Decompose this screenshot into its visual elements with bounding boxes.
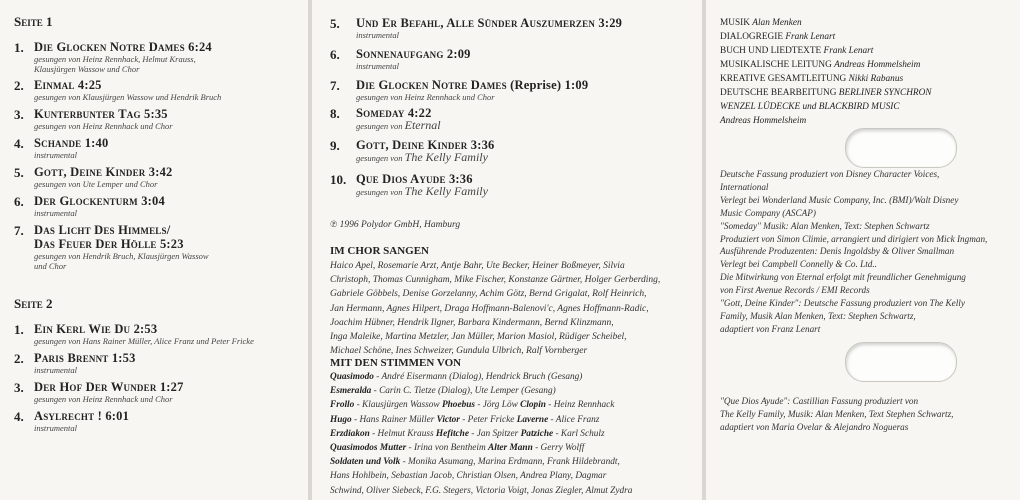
track-item: [14, 322, 254, 346]
voice-line: [330, 384, 632, 398]
note-line: Verlegt bei Campbell Connelly & Co. Ltd..: [720, 259, 877, 270]
track-credit: gesungen von Hendrik Bruch, Klausjürgen Wassow: [34, 251, 209, 261]
track-credit: instrumental: [356, 30, 399, 40]
copyright-notice: ℗ 1996 Polydor GmbH, Hamburg: [330, 220, 461, 230]
track-duration: 2:53: [133, 322, 158, 336]
track-credit: gesungen von Heinz Rennhack und Chor: [34, 394, 173, 404]
track-name: Das Licht Des Himmels/: [34, 223, 171, 237]
track-duration: 1:27: [159, 380, 184, 394]
track-item: [14, 223, 209, 271]
track-title: [34, 223, 209, 237]
track-credit: [356, 152, 495, 163]
track-item: [14, 78, 221, 102]
choir-line: Christoph, Thomas Cunnigham, Mike Fischer, Konstanze Gärtner, Holger Gerberding,: [330, 275, 661, 286]
credit-line: [720, 44, 932, 58]
track-item: [330, 106, 441, 131]
credit-prefix: gesungen von: [356, 153, 405, 163]
character-name: Hefitche: [435, 428, 469, 439]
credit-line: [720, 100, 932, 114]
track-item: [330, 138, 495, 163]
side2-heading: Seite 2: [14, 296, 53, 311]
character-name: Clopin: [520, 400, 546, 411]
track-item: [14, 165, 173, 189]
track-credit: [356, 120, 441, 131]
track-title: [34, 351, 136, 365]
voice-actor: - Carin C. Tietze (Dialog), Ute Lemper (Gesang): [371, 386, 556, 397]
note-line: Produziert von Simon Climie, arrangiert und dirigiert von Mick Ingman,: [720, 233, 988, 244]
track-duration: 3:04: [141, 194, 165, 208]
voices-heading: MIT DEN STIMMEN VON: [330, 357, 462, 369]
character-name: Laverne: [516, 414, 549, 425]
note-line: adaptiert von Maria Ovelar & Alejandro Nogueras: [720, 421, 909, 432]
track-title: [356, 78, 588, 92]
track-duration: 4:22: [407, 106, 432, 120]
credit-line: [720, 30, 932, 44]
track-title: [34, 136, 108, 150]
voice-actor: - Hans Rainer Müller: [351, 414, 437, 425]
credit-role: MUSIKALISCHE LEITUNG: [720, 60, 832, 70]
track-number: 5.: [330, 16, 340, 31]
character-name: Erzdiakon: [330, 428, 370, 439]
credit-name: WENZEL LÜDECKE und BLACKBIRD MUSIC: [720, 102, 900, 112]
track-item: [14, 136, 108, 160]
credit-name: Frank Lenart: [823, 46, 874, 56]
track-credit: instrumental: [34, 423, 77, 433]
choir-line: Inga Maleike, Martina Metzler, Jan Müller, Marion Masiol, Rüdiger Scheibel,: [330, 332, 627, 343]
cassette-spindle-hole: [845, 342, 957, 382]
track-number: 4.: [14, 409, 24, 424]
voice-actor: Hans Hohlbein, Sebastian Jacob, Christian Olsen, Andrea Plany, Dagmar: [330, 471, 607, 482]
credit-prefix: gesungen von: [356, 121, 405, 131]
track-item: [14, 107, 173, 131]
track-duration: 1:53: [111, 351, 136, 365]
voice-actor: - Alice Franz: [548, 414, 600, 425]
track-credit: gesungen von Heinz Rennhack und Chor: [356, 92, 495, 102]
track-credit: instrumental: [356, 61, 399, 71]
track-duration: 1:09: [564, 78, 589, 92]
track-credit: gesungen von Hans Rainer Müller, Alice Franz und Peter Fricke: [34, 336, 254, 346]
performer: The Kelly Family: [404, 184, 488, 198]
track-credit: instrumental: [34, 150, 77, 160]
track-item: [14, 351, 136, 375]
voice-actor: - Jan Spitzer: [468, 428, 521, 439]
track-name: Einmal: [34, 78, 75, 92]
track-note: (Reprise): [510, 78, 562, 92]
track-item: [14, 409, 129, 433]
voice-actor: - Klausjürgen Wassow: [354, 400, 442, 411]
character-name: Alter Mann: [488, 443, 533, 454]
character-name: Hugo: [330, 414, 352, 425]
credit-line: [720, 72, 932, 86]
voice-line: [330, 398, 632, 412]
credit-role: DEUTSCHE BEARBEITUNG: [720, 88, 837, 98]
choir-line: Michael Schöne, Ines Schweizer, Gundula Ulbrich, Ralf Vornberger: [330, 346, 588, 357]
track-title: [34, 194, 165, 208]
track-item: [330, 16, 622, 40]
credit-name: Nikki Rabanus: [848, 74, 904, 84]
note-line: Music Company (ASCAP): [720, 207, 816, 218]
track-duration: 3:36: [448, 172, 473, 186]
track-item: [330, 47, 471, 71]
track-credit: und Chor: [34, 261, 67, 271]
credit-name: BERLINER SYNCHRON: [838, 88, 932, 98]
voice-line: [330, 427, 632, 441]
voice-actor: - Karl Schulz: [553, 428, 605, 439]
note-line: adaptiert von Franz Lenart: [720, 323, 821, 334]
character-name: Phoebus: [441, 400, 476, 411]
voice-actor: - Heinz Rennhack: [545, 400, 615, 411]
credit-line: [720, 86, 932, 100]
track-name: Und Er Befahl, Alle Sünder Auszumerzen: [356, 16, 596, 30]
note-line: "Que Dios Ayude": Castillian Fassung produziert von: [720, 396, 919, 406]
track-title: [34, 409, 129, 423]
credit-line: [720, 16, 932, 30]
track-number: 2.: [14, 78, 24, 93]
track-name: Der Glockenturm: [34, 194, 138, 208]
track-number: 5.: [14, 165, 24, 180]
track-credit: gesungen von Heinz Rennhack und Chor: [34, 121, 173, 131]
voice-line: [330, 441, 632, 455]
note-line: Die Mitwirkung von Eternal erfolgt mit freundlicher Genehmigung: [720, 272, 966, 283]
track-credit: gesungen von Heinz Rennhack, Helmut Krauss,: [34, 54, 196, 64]
track-title: [356, 47, 471, 61]
track-name: Schande: [34, 136, 82, 150]
credit-name: Andreas Hommelsheim: [834, 60, 921, 70]
track-title: [34, 40, 212, 54]
track-item: [14, 40, 212, 74]
character-name: Esmeralda: [330, 386, 372, 397]
voice-line: [330, 370, 632, 384]
voices-list: [330, 370, 632, 498]
track-title: [34, 237, 209, 251]
track-name: Die Glocken Notre Dames: [356, 78, 507, 92]
track-duration: 6:24: [188, 40, 212, 54]
choir-line: Haico Apel, Rosemarie Arzt, Antje Bahr, Ute Becker, Heiner Boßmeyer, Silvia: [330, 261, 625, 271]
track-credit: [356, 186, 488, 197]
credit-line: [720, 114, 932, 128]
track-name: Der Hof Der Wunder: [34, 380, 157, 394]
voice-line: [330, 484, 632, 498]
voice-actor: - Jörg Löw: [475, 400, 521, 411]
track-title: [356, 16, 622, 30]
track-name: Gott, Deine Kinder: [356, 138, 468, 152]
voice-actor: - Helmut Krauss: [369, 428, 436, 439]
character-name: Victor: [436, 414, 460, 425]
cassette-spindle-hole: [845, 128, 957, 168]
credit-name: Frank Lenart: [785, 32, 836, 42]
voice-actor: - André Eisermann (Dialog), Hendrick Bruch (Gesang): [373, 372, 583, 382]
character-name: Soldaten und Volk: [330, 457, 401, 468]
track-name: Que Dios Ayude: [356, 172, 446, 186]
credit-role: DIALOGREGIE: [720, 32, 783, 42]
character-name: Quasimodos Mutter: [330, 443, 407, 454]
track-title: [34, 165, 173, 179]
track-duration: 6:01: [105, 409, 130, 423]
track-number: 2.: [14, 351, 24, 366]
note-line: von First Avenue Records / EMI Records: [720, 285, 870, 296]
choir-line: Gabriele Göbbels, Denise Gorzelanny, Achim Götz, Bernd Grigalat, Rolf Heinrich,: [330, 289, 647, 300]
track-duration: 3:42: [148, 165, 173, 179]
side1-heading: Seite 1: [14, 14, 53, 29]
credit-name: Andreas Hommelsheim: [720, 116, 807, 126]
track-credit: gesungen von Ute Lemper und Chor: [34, 179, 158, 189]
production-notes-2: [720, 395, 953, 434]
track-title: [34, 380, 184, 394]
voice-line: [330, 469, 632, 483]
track-name: Someday: [356, 106, 405, 120]
track-number: 7.: [330, 78, 340, 93]
choir-list: [330, 259, 660, 358]
credit-role: BUCH UND LIEDTEXTE: [720, 46, 822, 56]
voice-actor: - Gerry Wolff: [532, 443, 585, 454]
track-duration: 2:09: [446, 47, 471, 61]
track-name: Sonnenaufgang: [356, 47, 444, 61]
choir-line: Joachim Hübner, Hendrik Ilgner, Barbara Kindermann, Bernd Klinzmann,: [330, 317, 614, 328]
track-duration: 4:25: [77, 78, 102, 92]
voice-actor: - Irina von Bentheim: [406, 443, 489, 454]
track-title: [34, 78, 221, 92]
note-line: Deutsche Fassung produziert von Disney Character Voices,: [720, 169, 940, 179]
credit-prefix: gesungen von: [356, 187, 405, 197]
track-number: 1.: [14, 40, 24, 55]
voice-line: [330, 455, 632, 469]
track-number: 6.: [330, 47, 340, 62]
voice-actor: Schwind, Oliver Siebeck, F.G. Stegers, Victoria Voigt, Jonas Ziegler, Almut Zydra: [330, 485, 633, 496]
note-line: "Someday" Musik: Alan Menken, Text: Stephen Schwartz: [720, 220, 930, 231]
voice-actor: - Peter Fricke: [459, 414, 517, 425]
choir-heading: IM CHOR SANGEN: [330, 245, 430, 257]
track-duration: 1:40: [84, 136, 109, 150]
track-title: [34, 107, 173, 121]
track-credit: instrumental: [34, 208, 77, 218]
track-duration: 3:36: [470, 138, 495, 152]
track-name: Gott, Deine Kinder: [34, 165, 146, 179]
performer: The Kelly Family: [404, 150, 488, 164]
track-item: [14, 380, 184, 404]
track-name: Die Glocken Notre Dames: [34, 40, 185, 54]
track-credit: Klausjürgen Wassow und Chor: [34, 64, 140, 74]
track-name: Ein Kerl Wie Du: [34, 322, 131, 336]
character-name: Quasimodo: [330, 372, 374, 382]
track-number: 10.: [330, 172, 347, 187]
credit-name: Alan Menken: [752, 18, 802, 28]
track-number: 1.: [14, 322, 24, 337]
track-credit: instrumental: [34, 365, 77, 375]
character-name: Frollo: [330, 400, 355, 411]
track-name: Asylrecht !: [34, 409, 103, 423]
character-name: Patziche: [520, 428, 554, 439]
track-duration: 5:23: [159, 237, 184, 251]
track-name: Das Feuer Der Hölle: [34, 237, 157, 251]
performer: Eternal: [404, 118, 441, 132]
track-number: 3.: [14, 380, 24, 395]
note-line: The Kelly Family, Musik: Alan Menken, Text Stephen Schwartz,: [720, 408, 954, 419]
note-line: Verlegt bei Wonderland Music Company, Inc. (BMI)/Walt Disney: [720, 194, 959, 205]
track-number: 3.: [14, 107, 24, 122]
track-item: [330, 172, 488, 197]
track-item: [14, 194, 165, 218]
track-duration: 3:29: [598, 16, 623, 30]
track-item: [330, 78, 588, 102]
track-duration: 5:35: [144, 107, 168, 121]
credits-list: [720, 16, 932, 128]
credit-line: [720, 58, 932, 72]
credit-role: MUSIK: [720, 18, 750, 28]
track-number: 6.: [14, 194, 24, 209]
track-name: Kunterbunter Tag: [34, 107, 141, 121]
track-number: 4.: [14, 136, 24, 151]
track-name: Paris Brennt: [34, 351, 109, 365]
note-line: International: [720, 181, 769, 192]
track-number: 9.: [330, 138, 340, 153]
note-line: "Gott, Deine Kinder": Deutsche Fassung produziert von The Kelly: [720, 298, 965, 309]
track-title: [34, 322, 254, 336]
production-notes: [720, 168, 987, 336]
track-number: 7.: [14, 223, 24, 238]
choir-line: Jan Hermann, Agnes Hilpert, Draga Hoffmann-Balenovi'c, Agnes Hoffmann-Radic,: [330, 303, 649, 314]
track-number: 8.: [330, 106, 340, 121]
voice-line: [330, 413, 632, 427]
credit-role: KREATIVE GESAMTLEITUNG: [720, 74, 847, 84]
track-credit: gesungen von Klausjürgen Wassow und Hendrik Bruch: [34, 92, 222, 102]
note-line: Ausführende Produzenten: Denis Ingoldsby & Oliver Smallman: [720, 246, 955, 257]
voice-actor: - Monika Asumang, Marina Erdmann, Frank Hildebrandt,: [400, 457, 620, 468]
note-line: Family, Musik Alan Menken, Text: Stephen Schwartz,: [720, 310, 916, 321]
